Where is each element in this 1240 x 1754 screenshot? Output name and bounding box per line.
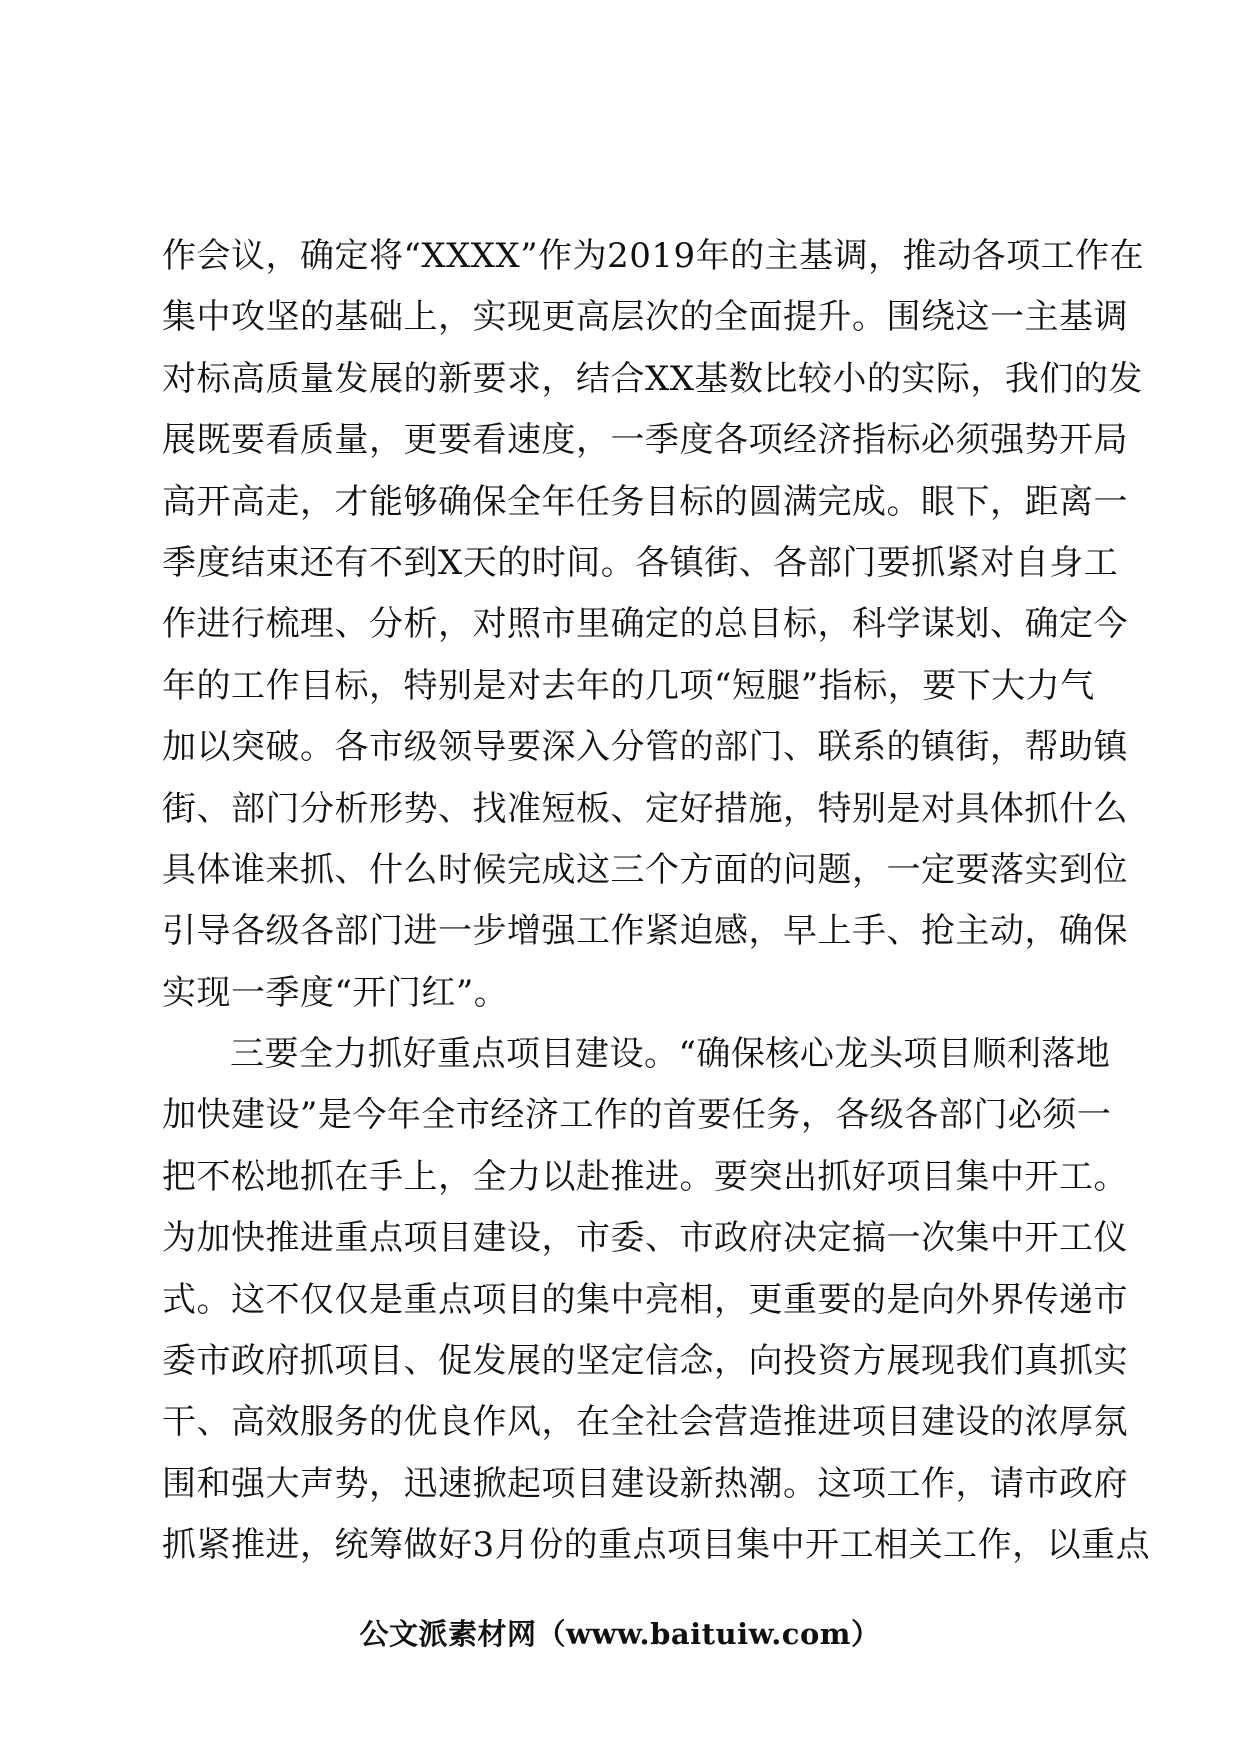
text-line: 年的工作目标，特别是对去年的几项“短腿”指标，要下大力气 xyxy=(162,665,1095,706)
text-line: 季度结束还有不到X天的时间。各镇街、各部门要抓紧对自身工 xyxy=(162,542,1119,583)
text-line: 抓紧推进，统筹做好3月份的重点项目集中开工相关工作，以重点 xyxy=(162,1525,1151,1566)
text-line: 实现一季度“开门红”。 xyxy=(162,972,509,1013)
text-line: 街、部门分析形势、找准短板、定好措施，特别是对具体抓什么 xyxy=(162,788,1128,829)
text-line: 委市政府抓项目、促发展的坚定信念，向投资方展现我们真抓实 xyxy=(162,1341,1128,1382)
text-line: 干、高效服务的优良作风，在全社会营造推进项目建设的浓厚氛 xyxy=(162,1402,1128,1443)
text-line: 具体谁来抓、什么时候完成这三个方面的问题，一定要落实到位 xyxy=(162,849,1128,890)
text-line: 围和强大声势，迅速掀起项目建设新热潮。这项工作，请市政府 xyxy=(162,1463,1128,1504)
text-line: 加快建设”是今年全市经济工作的首要任务，各级各部门必须一 xyxy=(162,1095,1112,1136)
body-text xyxy=(162,226,1151,1577)
text-line: 展既要看质量，更要看速度，一季度各项经济指标必须强势开局 xyxy=(162,420,1128,461)
text-line: 加以突破。各市级领导要深入分管的部门、联系的镇街，帮助镇 xyxy=(162,727,1128,768)
text-line: 式。这不仅仅是重点项目的集中亮相，更重要的是向外界传递市 xyxy=(162,1279,1128,1320)
text-line: 作进行梳理、分析，对照市里确定的总目标，科学谋划、确定今 xyxy=(162,604,1128,645)
text-line: 把不松地抓在手上，全力以赴推进。要突出抓好项目集中开工。 xyxy=(162,1156,1128,1197)
text-line: 作会议，确定将“XXXX”作为2019年的主基调，推动各项工作在 xyxy=(162,236,1145,276)
text-line: 集中攻坚的基础上，实现更高层次的全面提升。围绕这一主基调 xyxy=(162,297,1128,338)
text-line: 三要全力抓好重点项目建设。“确保核心龙头项目顺利落地 xyxy=(230,1034,1111,1075)
text-line: 对标高质量发展的新要求，结合XX基数比较小的实际，我们的发 xyxy=(162,358,1143,399)
text-line: 高开高走，才能够确保全年任务目标的圆满完成。眼下，距离一 xyxy=(162,481,1128,522)
text-line: 引导各级各部门进一步增强工作紧迫感，早上手、抢主动，确保 xyxy=(162,911,1128,952)
footer-watermark: 公文派素材网（www.baituiw.com） xyxy=(359,1617,881,1651)
text-line: 为加快推进重点项目建设，市委、市政府决定搞一次集中开工仪 xyxy=(162,1218,1128,1259)
